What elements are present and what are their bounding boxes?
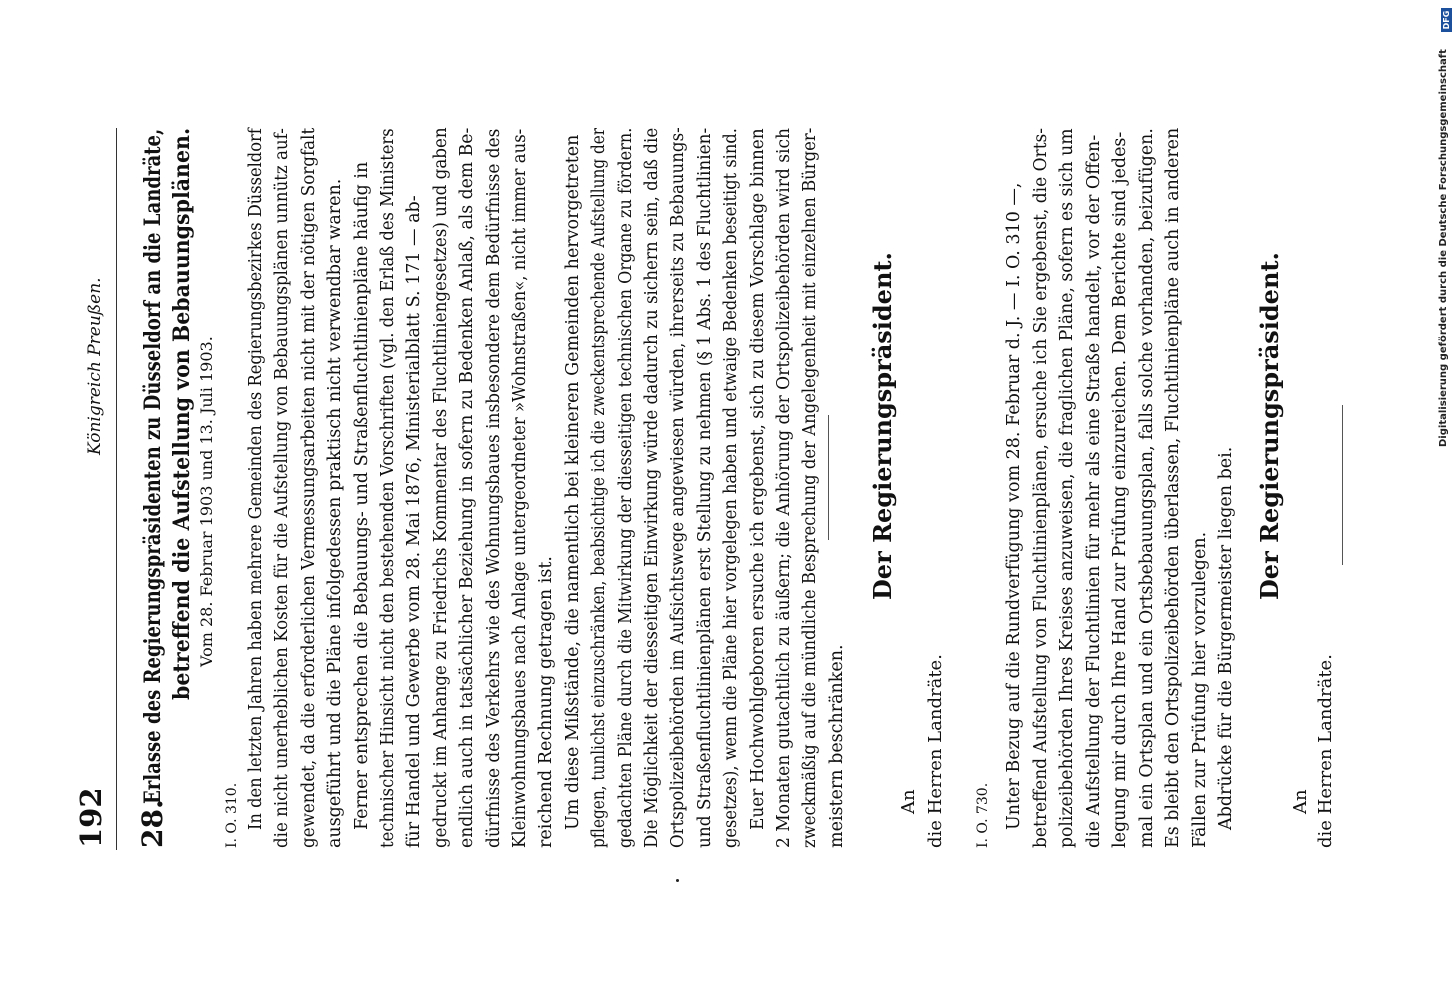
text-line: Die Möglichkeit der diesseitigen Einwirkung würde dadurch zu sichern sein, daß die: [642, 127, 662, 848]
text-line: legung mir durch Ihre Hand zur Prüfung einzureichen. Dem Berichte sind jedes-: [1110, 131, 1130, 848]
text-line: dürfnisse des Verkehrs wie des Wohnungsbaues insbesondere dem Bedürfnisse des: [483, 128, 504, 848]
text-line: gedruckt im Anhange zu Friedrichs Kommentar des Fluchtliniengesetzes) und gaben: [430, 127, 451, 848]
decree-1-signature-rule: [828, 415, 829, 540]
text-line: reichend Rechnung getragen ist.: [536, 556, 557, 848]
decree-2-reference: I. O. 730.: [975, 782, 991, 848]
text-line: Um diese Mißstände, die namentlich bei kleineren Gemeinden hervorgetreten: [562, 134, 583, 830]
text-line: ausgeführt und die Pläne infolgedessen praktisch nicht verwendbar waren.: [325, 178, 346, 848]
text-line: und Straßenfluchtlinienplänen erst Stellung zu nehmen (§ 1 Abs. 1 des Fluchtlinien-: [694, 127, 715, 848]
digitization-stamp: [1436, 0, 1455, 450]
text-line: Ferner entsprechen die Bebauungs- und Straßenfluchtlinienpläne häufig in: [351, 161, 372, 830]
text-line: gedachten Pläne durch die Mitwirkung der diesseitigen technischen Organe zu fördern.: [615, 127, 636, 848]
dfg-logo-icon: [1441, 8, 1452, 32]
text-line: zweckmäßig auf die mündliche Besprechung der Angelegenheit mit einzelnen Bürger-: [800, 127, 821, 848]
text-line: Ortspolizeibehörden im Aufsichtswege angewiesen würden, ihrerseits zu Bebauungs-: [668, 127, 689, 848]
text-line: endlich auch in tatsächlicher Beziehung in sofern zu Bedenken Anlaß, als dem Be-: [457, 127, 478, 848]
decree-1-signature: Der Regierungspräsident.: [868, 252, 897, 600]
text-line: technischer Hinsicht nicht den bestehenden Vorschriften (vgl. den Erlaß des Ministers: [378, 128, 398, 848]
section-title-line-2: betreffend die Aufstellung von Bebauungsplänen.: [169, 127, 195, 700]
decree-1-address-an: An: [898, 789, 919, 814]
digitization-stamp-text: Digitalisierung gefördert durch die Deutsche Forschungsgemeinschaft: [1438, 49, 1449, 447]
decree-1-reference: I. O. 310.: [224, 782, 240, 848]
decree-2-signature-rule: [1342, 405, 1343, 565]
text-line: Fällen zur Prüfung hier vorzulegen.: [1189, 531, 1210, 848]
text-line: gewendet, da die erforderlichen Vermessungsarbeiten nicht mit der nötigen Sorgfalt: [298, 127, 319, 848]
text-line: meistern beschränken.: [826, 644, 847, 848]
text-line: Es bleibt den Ortspolizeibehörden überlassen, Fluchtlinienpläne auch in anderen: [1163, 127, 1183, 848]
text-line: für Handel und Gewerbe vom 28. Mai 1876, Ministerialblatt S. 171 — ab-: [404, 195, 425, 848]
text-line: Unter Bezug auf die Rundverfügung vom 28. Februar d. J. — I. O. 310 —,: [1004, 182, 1024, 830]
section-number: 28.: [136, 799, 169, 848]
section-title-line-1: Erlasse des Regierungspräsidenten zu Düsseldorf an die Landräte,: [140, 128, 166, 804]
scan-speck: [676, 879, 679, 882]
text-line: In den letzten Jahren haben mehrere Gemeinden des Regierungsbezirkes Düsseldorf: [246, 128, 266, 830]
text-line: gesetzes), wenn die Pläne hier vorgelegen haben und etwaige Bedenken beseitigt sind.: [721, 128, 742, 848]
decree-2-address-an: An: [1290, 789, 1311, 814]
text-line: pflegen, tunlichst einzuschränken, beabsichtige ich die zweckentsprechende Aufstellung der: [589, 127, 610, 848]
running-title: Königreich Preußen.: [85, 277, 105, 455]
header-rule: [116, 128, 117, 850]
dfg-logo-text: DFG: [1442, 10, 1451, 30]
decree-1-address-recipient: die Herren Landräte.: [925, 654, 946, 848]
text-line: polizeibehörden Ihres Kreises anzuweisen, die fraglichen Pläne, sofern es sich um: [1057, 128, 1077, 848]
text-line: Euer Hochwohlgeboren ersuche ich ergebenst, sich zu diesem Vorschlage binnen: [747, 128, 768, 830]
text-line: Kleinwohnungsbaues nach Anlage untergeordneter »Wohnstraßen«, nicht immer aus-: [510, 128, 530, 848]
section-date: Vom 28. Februar 1903 und 13. Juli 1903.: [197, 336, 216, 667]
text-line: 2 Monaten gutachtlich zu äußern; die Anhörung der Ortspolizeibehörden wird sich: [774, 127, 794, 848]
decree-2-signature: Der Regierungspräsident.: [1255, 252, 1284, 600]
text-line: die Aufstellung der Fluchtlinien für mehr als eine Straße handelt, vor der Offen-: [1083, 134, 1104, 848]
text-line: Abdrücke für die Bürgermeister liegen bei.: [1216, 446, 1236, 830]
page-number: 192: [74, 787, 108, 848]
text-line: betreffend Aufstellung von Fluchtlinienplänen, ersuche ich Sie ergebenst, die Orts-: [1030, 127, 1051, 848]
text-line: mal ein Ortsplan und ein Ortsbebauungsplan, falls solche vorhanden, beizufügen.: [1136, 128, 1157, 848]
text-line: die nicht unerheblichen Kosten für die Aufstellung von Bebauungsplänen unnütz auf-: [272, 128, 293, 848]
decree-2-address-recipient: die Herren Landräte.: [1315, 654, 1336, 848]
